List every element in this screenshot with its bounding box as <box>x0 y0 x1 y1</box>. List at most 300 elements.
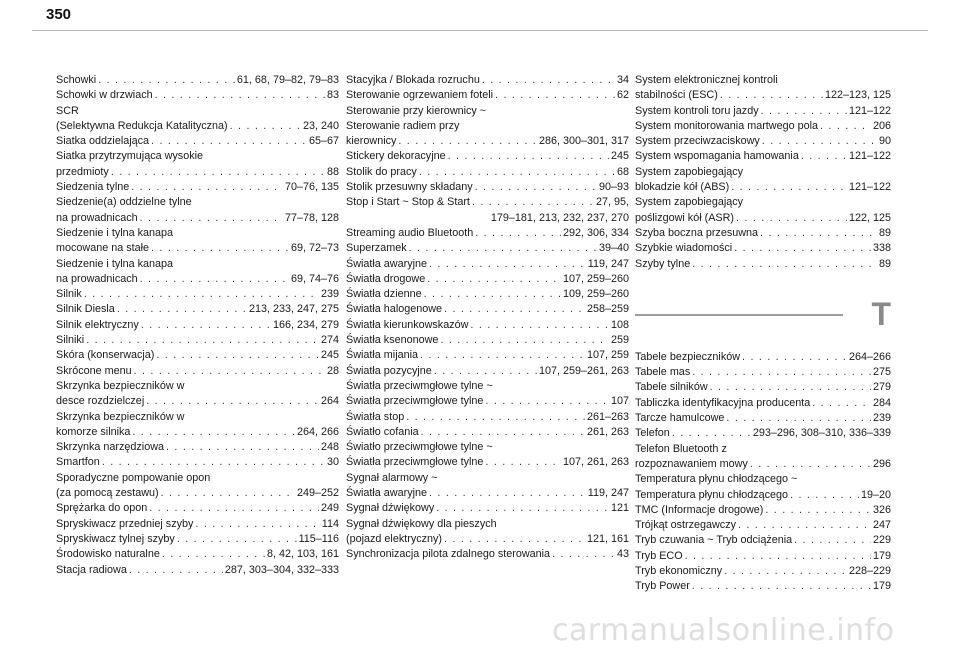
index-entry <box>635 134 891 149</box>
index-entry-heading: Telefon Bluetooth z <box>635 442 727 455</box>
dot-leader <box>134 364 325 379</box>
index-entry-row <box>346 348 629 363</box>
index-entry <box>56 471 339 502</box>
index-entry-pages: 245 <box>320 349 339 362</box>
index-entry-pages: 34 <box>616 74 629 86</box>
index-entry-row <box>56 211 339 226</box>
index-entry <box>346 547 629 562</box>
dot-leader <box>761 104 847 119</box>
index-entry-pages: 121, 161 <box>586 532 629 545</box>
index-entry <box>635 533 891 548</box>
index-entry-row <box>346 180 629 195</box>
dot-leader <box>738 518 871 533</box>
index-entry-pages: 284 <box>872 396 891 409</box>
index-entry-row <box>635 211 891 226</box>
index-entry-pages: 8, 42, 103, 161 <box>266 548 339 561</box>
index-entry <box>56 563 339 578</box>
index-entry-row <box>346 394 629 409</box>
index-entry-row <box>56 563 339 578</box>
index-entry-label: System monitorowania martwego pola <box>635 119 819 132</box>
index-entry-pages: 213, 233, 247, 275 <box>248 303 339 316</box>
index-entry-label: Tryb ekonomiczny <box>635 565 723 578</box>
dot-leader <box>230 119 301 134</box>
index-entry-row <box>346 88 629 103</box>
dot-leader <box>710 380 871 395</box>
dot-leader <box>765 503 871 518</box>
dot-leader <box>409 241 597 256</box>
index-entry-label: Tarcze hamulcowe <box>635 412 725 425</box>
index-entry-pages: 27, 95, <box>595 196 629 209</box>
index-entry-label: Światła przeciwmgłowe tylne <box>346 456 484 469</box>
index-entry <box>635 380 891 395</box>
index-entry-row <box>635 579 891 594</box>
index-entry-row <box>635 149 891 164</box>
dot-leader <box>475 180 597 195</box>
index-entry-pages: 115–116 <box>298 532 339 545</box>
index-entry-pages: 179 <box>872 580 891 593</box>
index-entry <box>346 440 629 471</box>
index-entry-pages: 121–122 <box>848 104 891 117</box>
index-entry-pages: 107, 259–261, 263 <box>538 364 629 377</box>
index-entry-label: Silnik Diesla <box>56 303 115 316</box>
index-entry-label: System wspomagania hamowania <box>635 150 799 163</box>
index-entry-pages: 206 <box>872 119 891 132</box>
dot-leader <box>820 119 871 134</box>
dot-leader <box>98 73 235 88</box>
index-entry-label: Trójkąt ostrzegawczy <box>635 519 736 532</box>
index-entry-pages: 275 <box>872 366 891 379</box>
index-entry-row <box>635 226 891 241</box>
index-entry-label: Sprężarka do opon <box>56 502 148 515</box>
dot-leader <box>434 364 537 379</box>
index-entry-label: (za pomocą zestawu) <box>56 487 159 500</box>
index-entry-heading: Światło przeciwmgłowe tylne ~ <box>346 441 493 454</box>
index-entry-row <box>635 104 891 119</box>
index-entry-heading: Temperatura płynu chłodzącego ~ <box>635 473 798 486</box>
dot-leader <box>429 486 586 501</box>
index-entry-row <box>346 486 629 501</box>
index-entry-pages: 43 <box>616 548 629 561</box>
index-entry <box>346 364 629 379</box>
index-entry-row <box>56 333 339 348</box>
index-entry-pages: 89 <box>878 226 891 239</box>
dot-leader <box>801 149 847 164</box>
index-entry-row <box>346 425 629 440</box>
dot-leader <box>420 348 585 363</box>
index-entry-pages: 61, 68, 79–82, 79–83 <box>236 74 339 86</box>
index-entry <box>635 579 891 594</box>
index-list-s-end <box>635 73 891 272</box>
index-entry-pages: 62 <box>616 89 629 102</box>
index-entry-row <box>346 134 629 149</box>
index-entry-label: Światła mijania <box>346 349 419 362</box>
index-entry <box>56 318 339 333</box>
index-entry-label: Stacyjka / Blokada rozruchu <box>346 74 480 86</box>
index-entry-row <box>56 455 339 470</box>
index-entry-label: Sterowanie ogrzewaniem foteli <box>346 89 494 102</box>
index-entry-label: kierownicy <box>346 135 397 148</box>
index-entry <box>346 73 629 88</box>
index-entry-label: Stolik do pracy <box>346 165 417 178</box>
index-entry <box>346 501 629 516</box>
index-entry <box>56 149 339 180</box>
dot-leader <box>140 211 283 226</box>
index-entry <box>635 226 891 241</box>
index-entry-pages: 39–40 <box>598 242 629 255</box>
index-entry-pages: 264–266 <box>848 350 891 363</box>
index-entry-label: Skrzynka narzędziowa <box>56 441 165 454</box>
index-entry <box>635 426 891 441</box>
index-entry-pages: 23, 240 <box>302 119 339 132</box>
index-entry-row <box>56 241 339 256</box>
index-entry-row <box>635 411 891 426</box>
index-entry <box>635 518 891 533</box>
index-entry-heading: Światła przeciwmgłowe tylne ~ <box>346 379 493 392</box>
index-entry-pages: 88 <box>326 165 339 178</box>
index-column-2 <box>346 73 629 563</box>
index-entry-label: Schowki <box>56 74 97 86</box>
index-entry-row <box>635 350 891 365</box>
index-entry-row <box>346 547 629 562</box>
index-entry-label: blokadzie kół (ABS) <box>635 181 730 194</box>
index-entry-row <box>635 549 891 564</box>
dot-leader <box>424 287 561 302</box>
index-entry-pages: 239 <box>320 288 339 301</box>
index-entry-pages: 122, 125 <box>848 211 891 224</box>
dot-leader <box>429 257 586 272</box>
index-entry-label: Światła halogenowe <box>346 303 443 316</box>
index-entry <box>56 501 339 516</box>
dot-leader <box>444 532 585 547</box>
index-entry <box>346 517 629 548</box>
index-entry-label: Tabliczka identyfikacyjna producenta <box>635 396 811 409</box>
index-entry <box>635 119 891 134</box>
index-entry-pages: 65–67 <box>308 135 339 148</box>
index-entry-label: Telefon <box>635 427 670 440</box>
index-entry <box>635 442 891 473</box>
dot-leader <box>485 394 609 409</box>
index-entry-pages: 89 <box>878 257 891 270</box>
index-entry-pages: 122–123, 125 <box>824 89 891 102</box>
dot-leader <box>672 426 751 441</box>
index-entry-pages: 249 <box>320 502 339 515</box>
dot-leader <box>195 517 319 532</box>
index-entry <box>56 287 339 302</box>
index-entry-pages: 287, 303–304, 332–333 <box>224 563 339 576</box>
index-entry <box>635 365 891 380</box>
dot-leader <box>419 165 615 180</box>
index-entry-label: Superzamek <box>346 242 407 255</box>
index-list-t <box>635 350 891 595</box>
index-entry <box>635 73 891 104</box>
index-entry <box>56 134 339 149</box>
index-entry-row <box>346 195 629 210</box>
index-entry-label: Siedzenia tylne <box>56 181 130 194</box>
index-entry <box>635 564 891 579</box>
index-entry-row <box>346 73 629 88</box>
index-entry-pages: 247 <box>872 519 891 532</box>
index-entry-row <box>346 149 629 164</box>
index-entry-label: Spryskiwacz przedniej szyby <box>56 517 194 530</box>
index-entry-label: Stickery dekoracyjne <box>346 150 446 163</box>
index-entry <box>635 241 891 256</box>
index-entry-pages: 293–296, 308–310, 336–339 <box>752 427 891 440</box>
index-entry <box>635 350 891 365</box>
index-entry-row <box>56 119 339 134</box>
index-entry-row <box>346 302 629 317</box>
dot-leader <box>495 88 615 103</box>
index-entry-pages: 121–122 <box>848 181 891 194</box>
index-entry-row <box>346 318 629 333</box>
index-entry-pages-continued: 179–181, 213, 232, 237, 270 <box>490 211 629 224</box>
index-entry-row <box>56 425 339 440</box>
dot-leader <box>692 365 871 380</box>
index-entry <box>56 88 339 103</box>
index-entry-row <box>346 272 629 287</box>
index-entry-row <box>635 88 891 103</box>
index-entry <box>635 149 891 164</box>
index-entry-label: komorze silnika <box>56 425 131 438</box>
index-entry-pages: 239 <box>872 412 891 425</box>
index-entry-pages: 119, 247 <box>587 487 629 500</box>
index-entry <box>56 333 339 348</box>
index-entry <box>56 364 339 379</box>
index-entry-row <box>56 287 339 302</box>
index-entry <box>635 195 891 226</box>
dot-leader <box>151 241 289 256</box>
dot-leader <box>750 457 871 472</box>
index-entry <box>56 517 339 532</box>
index-entry-heading: Skrzynka bezpieczników w <box>56 379 185 392</box>
dot-leader <box>692 257 877 272</box>
index-entry <box>56 226 339 257</box>
index-entry <box>635 165 891 196</box>
index-entry <box>346 272 629 287</box>
index-entry-row <box>635 533 891 548</box>
index-entry-row <box>346 501 629 516</box>
dot-leader <box>734 241 871 256</box>
index-entry-pages: 107, 259 <box>586 349 629 362</box>
dot-leader <box>552 547 615 562</box>
index-column-1 <box>56 73 339 578</box>
index-entry-pages: 166, 234, 279 <box>272 318 339 331</box>
index-entry-pages: 107 <box>610 395 629 408</box>
dot-leader <box>448 149 609 164</box>
index-entry-label: Stacja radiowa <box>56 563 127 576</box>
index-entry-row <box>56 364 339 379</box>
index-entry-pages: 121 <box>610 502 629 515</box>
dot-leader <box>151 134 307 149</box>
index-column-3 <box>635 73 891 595</box>
dot-leader <box>472 195 594 210</box>
index-entry <box>635 411 891 426</box>
index-entry <box>346 333 629 348</box>
index-entry-heading: Siedzenie i tylna kanapa <box>56 257 174 270</box>
index-entry-row <box>56 134 339 149</box>
index-entry-label: Światła kierunkowskazów <box>346 318 469 331</box>
index-entry-label: Spryskiwacz tylnej szyby <box>56 532 175 545</box>
index-entry-row <box>635 257 891 272</box>
index-entry <box>56 410 339 441</box>
dot-leader <box>724 564 847 579</box>
index-entry-pages: 264 <box>320 395 339 408</box>
watermark: carmanualsonline.info <box>552 613 895 648</box>
index-entry-pages: 90–93 <box>598 181 629 194</box>
dot-leader <box>742 350 847 365</box>
index-entry-label: Tabele mas <box>635 366 691 379</box>
index-entry-row <box>635 564 891 579</box>
index-entry <box>635 503 891 518</box>
index-entry-label: przedmioty <box>56 165 109 178</box>
index-entry-row <box>56 501 339 516</box>
index-entry-pages: 261–263 <box>586 410 629 423</box>
index-entry <box>346 287 629 302</box>
index-entry-heading: Sygnał dźwiękowy dla pieszych <box>346 517 497 530</box>
index-entry <box>56 547 339 562</box>
index-entry-pages: 248 <box>320 441 339 454</box>
index-entry-heading: Sterowanie przy kierownicy ~ <box>346 104 487 117</box>
index-entry-row <box>635 396 891 411</box>
index-entry-row <box>635 180 891 195</box>
index-entry-pages: 338 <box>872 242 891 255</box>
dot-leader <box>131 180 283 195</box>
index-entry-pages: 326 <box>872 503 891 516</box>
index-entry-pages: 259 <box>610 334 629 347</box>
index-entry-row <box>56 180 339 195</box>
index-entry-label: System przeciwzaciskowy <box>635 135 760 148</box>
index-entry-row <box>635 365 891 380</box>
dot-leader <box>485 455 561 470</box>
index-entry-label: na prowadnicach <box>56 211 138 224</box>
index-entry-label: Temperatura płynu chłodzącego <box>635 488 789 501</box>
index-entry <box>635 472 891 503</box>
index-entry-heading: System zapobiegający <box>635 196 744 209</box>
index-entry-heading: System zapobiegający <box>635 165 744 178</box>
dot-leader <box>102 455 325 470</box>
index-entry-pages: 121–122 <box>848 150 891 163</box>
index-entry-label: Synchronizacja pilota zdalnego sterowania <box>346 548 551 561</box>
index-entry-label: stabilności (ESC) <box>635 89 718 102</box>
section-header-t <box>635 292 891 340</box>
dot-leader <box>132 425 295 440</box>
dot-leader <box>146 394 319 409</box>
index-entry-label: Silnik elektryczny <box>56 318 139 331</box>
section-letter: T <box>871 295 891 332</box>
index-entry-label: Stop i Start ~ Stop & Start <box>346 196 470 209</box>
dot-leader <box>475 226 561 241</box>
dot-leader <box>141 318 271 333</box>
dot-leader <box>736 211 847 226</box>
index-entry-row <box>346 226 629 241</box>
index-entry-label: Tryb Power <box>635 580 690 593</box>
index-entry-pages: 68 <box>616 165 629 178</box>
index-entry-row <box>56 517 339 532</box>
index-entry-label: Szyby tylne <box>635 257 691 270</box>
index-entry-label: Tabele bezpieczników <box>635 350 741 363</box>
dot-leader <box>149 501 319 516</box>
index-entry-label: Tryb ECO <box>635 549 683 562</box>
index-entry-pages: 114 <box>321 517 339 530</box>
index-entry-pages: 179 <box>872 549 891 562</box>
index-entry-pages: 258–259 <box>586 303 629 316</box>
index-entry-row <box>346 165 629 180</box>
index-entry-pages: 296 <box>872 457 891 470</box>
index-entry-heading: Sterowanie radiem przy <box>346 119 460 132</box>
index-entry <box>346 302 629 317</box>
index-entry-row <box>346 455 629 470</box>
index-entry-row <box>56 318 339 333</box>
index-entry-row <box>346 532 629 547</box>
index-entry-label: Światła awaryjne <box>346 257 428 270</box>
index-entry-label: Światła przeciwmgłowe tylne <box>346 395 484 408</box>
index-entry-row <box>56 547 339 562</box>
dot-leader <box>161 486 295 501</box>
index-entry-heading: Siedzenie(a) oddzielne tylne <box>56 196 192 209</box>
index-entry <box>346 410 629 425</box>
index-entry <box>346 165 629 180</box>
index-entry <box>346 180 629 195</box>
dot-leader <box>427 272 561 287</box>
dot-leader <box>421 425 585 440</box>
dot-leader <box>156 348 319 363</box>
index-entry-row <box>56 394 339 409</box>
index-entry-pages: 83 <box>326 89 339 102</box>
dot-leader <box>762 134 877 149</box>
index-entry <box>56 348 339 363</box>
index-entry-row <box>635 457 891 472</box>
page-number: 350 <box>46 6 72 23</box>
index-entry-row <box>56 73 339 88</box>
index-entry-row <box>635 134 891 149</box>
index-entry-label: Tryb czuwania ~ Tryb odciążenia <box>635 534 793 547</box>
dot-leader <box>790 488 859 503</box>
index-entry-pages: 261, 263 <box>586 425 629 438</box>
index-entry-row <box>346 257 629 272</box>
index-entry-heading: Siatka przytrzymująca wysokie <box>56 150 204 163</box>
index-entry <box>346 88 629 103</box>
index-entry <box>346 226 629 241</box>
dot-leader <box>692 579 871 594</box>
index-entry-label: Światła stop <box>346 410 405 423</box>
dot-leader <box>117 302 247 317</box>
index-entry-pages: 70–76, 135 <box>284 181 339 194</box>
index-entry-row <box>346 410 629 425</box>
dot-leader <box>155 88 325 103</box>
index-entry-pages: 30 <box>326 456 339 469</box>
index-entry-row <box>346 287 629 302</box>
index-entry-label: Światła awaryjne <box>346 487 428 500</box>
index-entry-row <box>56 440 339 455</box>
index-entry-heading: SCR <box>56 104 79 117</box>
dot-leader <box>398 134 537 149</box>
index-entry-heading: System elektronicznej kontroli <box>635 74 778 86</box>
index-entry <box>635 104 891 119</box>
dot-leader <box>444 302 585 317</box>
index-entry-pages: 109, 259–260 <box>562 288 629 301</box>
index-entry-row <box>635 241 891 256</box>
index-entry-heading: Siedzenie i tylna kanapa <box>56 226 174 239</box>
dot-leader <box>731 180 847 195</box>
index-entry-pages: 90 <box>878 135 891 148</box>
dot-leader <box>760 226 877 241</box>
index-entry <box>346 257 629 272</box>
index-entry-label: Tabele silników <box>635 381 708 394</box>
index-entry-row <box>56 165 339 180</box>
index-entry-pages: 264, 266 <box>296 425 339 438</box>
section-divider <box>635 314 843 316</box>
index-entry <box>346 318 629 333</box>
index-entry-pages: 69, 74–76 <box>290 272 339 285</box>
